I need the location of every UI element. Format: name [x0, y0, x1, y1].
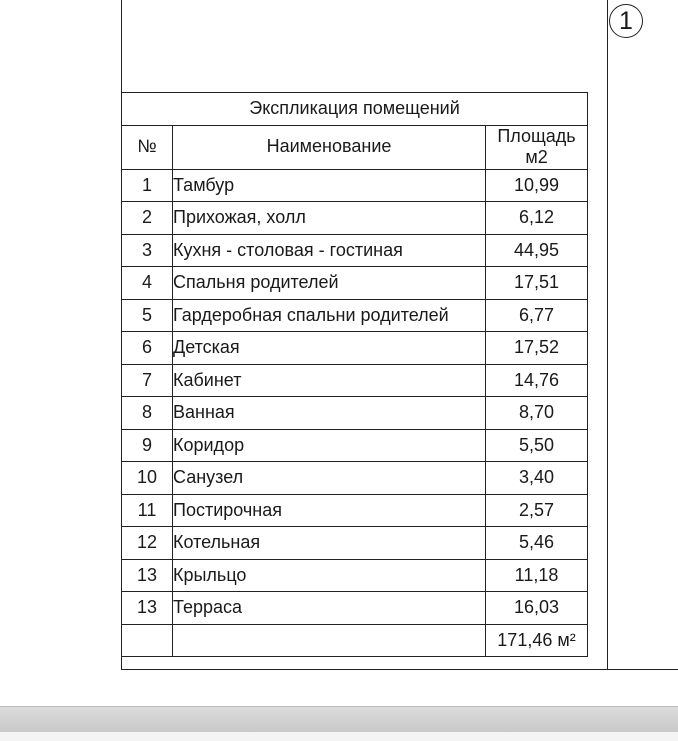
- table-row: [122, 267, 588, 300]
- row-name: Кухня - столовая - гостиная: [173, 234, 486, 267]
- table-row: [122, 202, 588, 235]
- row-name: Гардеробная спальни родителей: [173, 299, 486, 332]
- row-area: 6,77: [486, 299, 588, 332]
- sheet-number: 1: [619, 6, 633, 35]
- row-area: 10,99: [486, 169, 588, 202]
- row-area: 8,70: [486, 397, 588, 430]
- header-name: Наименование: [173, 125, 486, 169]
- table-row: [122, 462, 588, 495]
- row-name: Тамбур: [173, 169, 486, 202]
- table-title: Экспликация помещений: [122, 93, 588, 126]
- table-row: [122, 494, 588, 527]
- table-row: [122, 592, 588, 625]
- row-area: 17,52: [486, 332, 588, 365]
- row-name: Постирочная: [173, 494, 486, 527]
- total-row: [122, 624, 588, 657]
- row-number: 1: [122, 169, 173, 202]
- row-name: Терраса: [173, 592, 486, 625]
- total-area: 171,46 м²: [486, 624, 588, 657]
- row-number: 6: [122, 332, 173, 365]
- row-name: Крыльцо: [173, 559, 486, 592]
- row-number: 8: [122, 397, 173, 430]
- table-row: [122, 234, 588, 267]
- bottom-strip: [0, 732, 678, 741]
- row-number: 7: [122, 364, 173, 397]
- row-name: Коридор: [173, 429, 486, 462]
- row-area: 14,76: [486, 364, 588, 397]
- row-name: Детская: [173, 332, 486, 365]
- row-area: 5,50: [486, 429, 588, 462]
- header-number: №: [122, 125, 173, 169]
- table-row: [122, 299, 588, 332]
- drawing-frame-bottom-border: [121, 669, 678, 670]
- bottom-toolbar-bar: [0, 706, 678, 733]
- row-number: 2: [122, 202, 173, 235]
- header-area-line2: м2: [525, 147, 548, 168]
- row-name: Спальня родителей: [173, 267, 486, 300]
- table-title-row: [122, 93, 588, 126]
- table-row: [122, 332, 588, 365]
- row-area: 17,51: [486, 267, 588, 300]
- sheet-number-circle: [609, 4, 643, 38]
- row-number: 3: [122, 234, 173, 267]
- row-number: 4: [122, 267, 173, 300]
- row-area: 11,18: [486, 559, 588, 592]
- drawing-frame-right-border: [607, 0, 608, 670]
- row-area: 3,40: [486, 462, 588, 495]
- table-row: [122, 527, 588, 560]
- row-number: 5: [122, 299, 173, 332]
- total-empty-name: [173, 624, 486, 657]
- row-number: 11: [122, 494, 173, 527]
- row-number: 9: [122, 429, 173, 462]
- row-number: 13: [122, 559, 173, 592]
- table-row: [122, 429, 588, 462]
- table-header-row: [122, 125, 588, 169]
- table-row: [122, 364, 588, 397]
- row-name: Санузел: [173, 462, 486, 495]
- table-row: [122, 559, 588, 592]
- row-area: 44,95: [486, 234, 588, 267]
- row-area: 5,46: [486, 527, 588, 560]
- header-area-line1: Площадь: [497, 125, 576, 146]
- room-explication-table: [121, 92, 588, 657]
- table-row: [122, 169, 588, 202]
- row-name: Котельная: [173, 527, 486, 560]
- row-number: 13: [122, 592, 173, 625]
- table-row: [122, 397, 588, 430]
- header-area: [486, 125, 588, 169]
- row-name: Прихожая, холл: [173, 202, 486, 235]
- total-empty-number: [122, 624, 173, 657]
- row-name: Кабинет: [173, 364, 486, 397]
- row-area: 6,12: [486, 202, 588, 235]
- row-area: 16,03: [486, 592, 588, 625]
- row-number: 12: [122, 527, 173, 560]
- row-area: 2,57: [486, 494, 588, 527]
- row-name: Ванная: [173, 397, 486, 430]
- row-number: 10: [122, 462, 173, 495]
